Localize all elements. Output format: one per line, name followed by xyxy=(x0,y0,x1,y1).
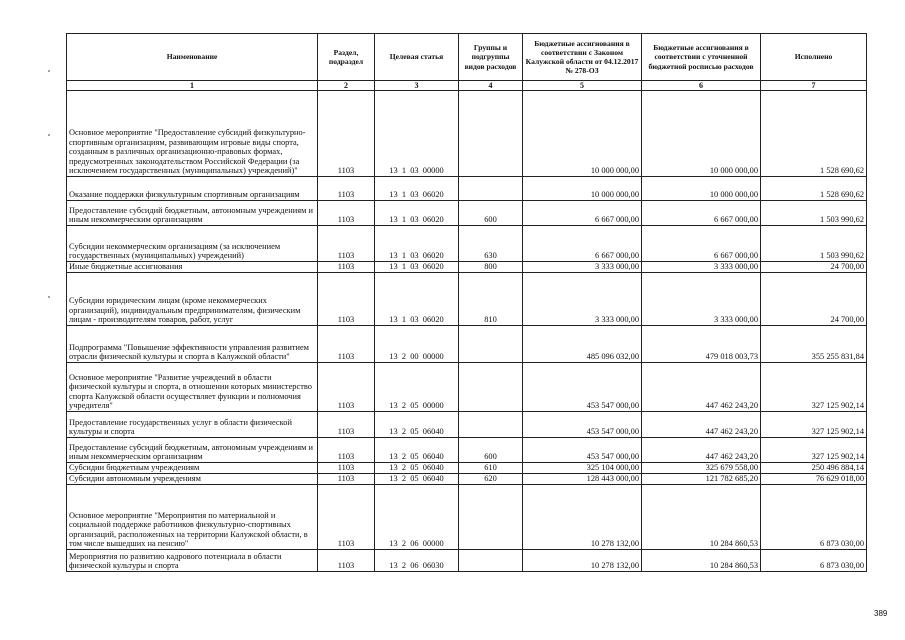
table-row xyxy=(67,201,867,226)
row-group xyxy=(459,363,523,412)
row-revised: 447 462 243,20 xyxy=(642,363,761,412)
row-law: 453 547 000,00 xyxy=(523,412,642,438)
row-revised: 479 018 003,73 xyxy=(642,326,761,363)
row-executed: 76 629 018,00 xyxy=(761,474,867,485)
row-executed: 250 496 884,14 xyxy=(761,463,867,474)
row-group: 610 xyxy=(459,463,523,474)
row-target: 13 2 00 00000 xyxy=(375,326,459,363)
column-number: 7 xyxy=(761,81,867,91)
row-name: Иные бюджетные ассигнования xyxy=(67,262,318,273)
row-revised: 3 333 000,00 xyxy=(642,273,761,326)
row-target: 13 2 06 06030 xyxy=(375,550,459,572)
row-law: 10 000 000,00 xyxy=(523,177,642,201)
row-group xyxy=(459,91,523,177)
row-revised: 447 462 243,20 xyxy=(642,438,761,463)
row-target: 13 2 05 06040 xyxy=(375,463,459,474)
page-number: 389 xyxy=(874,609,888,618)
table-row xyxy=(67,550,867,572)
row-executed: 1 503 990,62 xyxy=(761,201,867,226)
row-executed: 1 528 690,62 xyxy=(761,91,867,177)
row-revised: 6 667 000,00 xyxy=(642,201,761,226)
row-group xyxy=(459,412,523,438)
row-revised: 10 000 000,00 xyxy=(642,91,761,177)
row-law: 10 000 000,00 xyxy=(523,91,642,177)
row-target: 13 1 03 00000 xyxy=(375,91,459,177)
row-law: 453 547 000,00 xyxy=(523,363,642,412)
header-executed: Исполнено xyxy=(761,34,867,81)
row-section: 1103 xyxy=(318,412,375,438)
row-name: Оказание поддержки физкультурным спортивным организациям xyxy=(67,177,318,201)
header-law: Бюджетные ассигнования в соответствии с Законом Калужской области от 04.12.2017 № 278-ОЗ xyxy=(523,34,642,81)
column-number-row xyxy=(67,81,867,91)
row-group: 800 xyxy=(459,262,523,273)
row-law: 6 667 000,00 xyxy=(523,226,642,262)
row-group: 630 xyxy=(459,226,523,262)
row-law: 453 547 000,00 xyxy=(523,438,642,463)
table-row xyxy=(67,485,867,550)
row-group xyxy=(459,485,523,550)
row-group xyxy=(459,550,523,572)
row-group: 600 xyxy=(459,438,523,463)
header-name: Наименование xyxy=(67,34,318,81)
row-name: Предоставление субсидий бюджетным, автономным учреждениям и иным некоммерческим организациям xyxy=(67,438,318,463)
row-revised: 325 679 558,00 xyxy=(642,463,761,474)
row-law: 10 278 132,00 xyxy=(523,485,642,550)
row-name: Предоставление субсидий бюджетным, автономным учреждениям и иным некоммерческим организациям xyxy=(67,201,318,226)
row-section: 1103 xyxy=(318,474,375,485)
budget-table xyxy=(66,33,867,572)
row-revised: 10 284 860,53 xyxy=(642,550,761,572)
row-section: 1103 xyxy=(318,485,375,550)
row-law: 485 096 032,00 xyxy=(523,326,642,363)
row-name: Предоставление государственных услуг в области физической культуры и спорта xyxy=(67,412,318,438)
row-law: 128 443 000,00 xyxy=(523,474,642,485)
row-law: 325 104 000,00 xyxy=(523,463,642,474)
row-name: Основное мероприятие "Мероприятия по материальной и социальной поддержке работников физкультурно-спортивных организаций, расположенных на территории Калужской области, в том числе вышедших на пенсию" xyxy=(67,485,318,550)
column-number: 3 xyxy=(375,81,459,91)
row-target: 13 2 05 06040 xyxy=(375,438,459,463)
row-executed: 24 700,00 xyxy=(761,262,867,273)
row-executed: 355 255 831,84 xyxy=(761,326,867,363)
row-section: 1103 xyxy=(318,550,375,572)
row-target: 13 1 03 06020 xyxy=(375,262,459,273)
row-target: 13 1 03 06020 xyxy=(375,273,459,326)
row-section: 1103 xyxy=(318,326,375,363)
row-revised: 447 462 243,20 xyxy=(642,412,761,438)
header-revised: Бюджетные ассигнования в соответствии с уточненной бюджетной росписью расходов xyxy=(642,34,761,81)
row-section: 1103 xyxy=(318,226,375,262)
table-row xyxy=(67,273,867,326)
table-row xyxy=(67,363,867,412)
row-group: 600 xyxy=(459,201,523,226)
row-target: 13 1 03 06020 xyxy=(375,201,459,226)
column-number: 5 xyxy=(523,81,642,91)
scan-dot xyxy=(48,296,50,298)
row-section: 1103 xyxy=(318,363,375,412)
row-group: 620 xyxy=(459,474,523,485)
scan-dot xyxy=(48,134,50,136)
table-row xyxy=(67,474,867,485)
table-row xyxy=(67,326,867,363)
table-row xyxy=(67,463,867,474)
row-executed: 327 125 902,14 xyxy=(761,412,867,438)
row-name: Мероприятия по развитию кадрового потенциала в области физической культуры и спорта xyxy=(67,550,318,572)
row-target: 13 2 06 00000 xyxy=(375,485,459,550)
table-row xyxy=(67,177,867,201)
row-revised: 10 284 860,53 xyxy=(642,485,761,550)
row-executed: 327 125 902,14 xyxy=(761,363,867,412)
header-target: Целевая статья xyxy=(375,34,459,81)
row-section: 1103 xyxy=(318,438,375,463)
column-number: 1 xyxy=(67,81,318,91)
row-target: 13 2 05 06040 xyxy=(375,412,459,438)
row-name: Подпрограмма "Повышение эффективности управления развитием отрасли физической культуры и спорта в Калужской области" xyxy=(67,326,318,363)
header-groups: Группы и подгруппы видов расходов xyxy=(459,34,523,81)
row-group: 810 xyxy=(459,273,523,326)
row-executed: 327 125 902,14 xyxy=(761,438,867,463)
row-name: Субсидии некоммерческим организациям (за исключением государственных (муниципальных) учреждений) xyxy=(67,226,318,262)
row-section: 1103 xyxy=(318,177,375,201)
row-section: 1103 xyxy=(318,262,375,273)
table-row xyxy=(67,91,867,177)
row-law: 3 333 000,00 xyxy=(523,273,642,326)
row-revised: 6 667 000,00 xyxy=(642,226,761,262)
row-revised: 3 333 000,00 xyxy=(642,262,761,273)
table-row xyxy=(67,412,867,438)
row-name: Основное мероприятие "Предоставление субсидий физкультурно-спортивным организациям, развивающим игровые виды спорта, созданным в различных организационно-правовых формах, предусмотренных законодательством Российской Федерации (за исключением государственных (муниципальных) учреждений)" xyxy=(67,91,318,177)
row-executed: 1 503 990,62 xyxy=(761,226,867,262)
row-revised: 10 000 000,00 xyxy=(642,177,761,201)
row-revised: 121 782 685,20 xyxy=(642,474,761,485)
row-executed: 1 528 690,62 xyxy=(761,177,867,201)
header-section: Раздел, подраздел xyxy=(318,34,375,81)
row-group xyxy=(459,326,523,363)
row-law: 10 278 132,00 xyxy=(523,550,642,572)
header-row xyxy=(67,34,867,81)
row-name: Субсидии бюджетным учреждениям xyxy=(67,463,318,474)
column-number: 4 xyxy=(459,81,523,91)
row-law: 6 667 000,00 xyxy=(523,201,642,226)
column-number: 6 xyxy=(642,81,761,91)
row-section: 1103 xyxy=(318,91,375,177)
column-number: 2 xyxy=(318,81,375,91)
row-section: 1103 xyxy=(318,273,375,326)
row-law: 3 333 000,00 xyxy=(523,262,642,273)
row-target: 13 2 05 06040 xyxy=(375,474,459,485)
row-name: Субсидии юридическим лицам (кроме некоммерческих организаций), индивидуальным предпринимателям, физическим лицам - производителям товаров, работ, услуг xyxy=(67,273,318,326)
table-row xyxy=(67,262,867,273)
row-group xyxy=(459,177,523,201)
row-executed: 6 873 030,00 xyxy=(761,485,867,550)
row-target: 13 1 03 06020 xyxy=(375,177,459,201)
row-target: 13 1 03 06020 xyxy=(375,226,459,262)
row-target: 13 2 05 00000 xyxy=(375,363,459,412)
row-section: 1103 xyxy=(318,201,375,226)
row-executed: 6 873 030,00 xyxy=(761,550,867,572)
row-executed: 24 700,00 xyxy=(761,273,867,326)
row-section: 1103 xyxy=(318,463,375,474)
row-name: Субсидии автономным учреждениям xyxy=(67,474,318,485)
table-row xyxy=(67,438,867,463)
row-name: Основное мероприятие "Развитие учреждений в области физической культуры и спорта, в отношении которых министерство спорта Калужской области осуществляет функции и полномочия учредителя" xyxy=(67,363,318,412)
table-row xyxy=(67,226,867,262)
scan-dot xyxy=(48,70,50,72)
